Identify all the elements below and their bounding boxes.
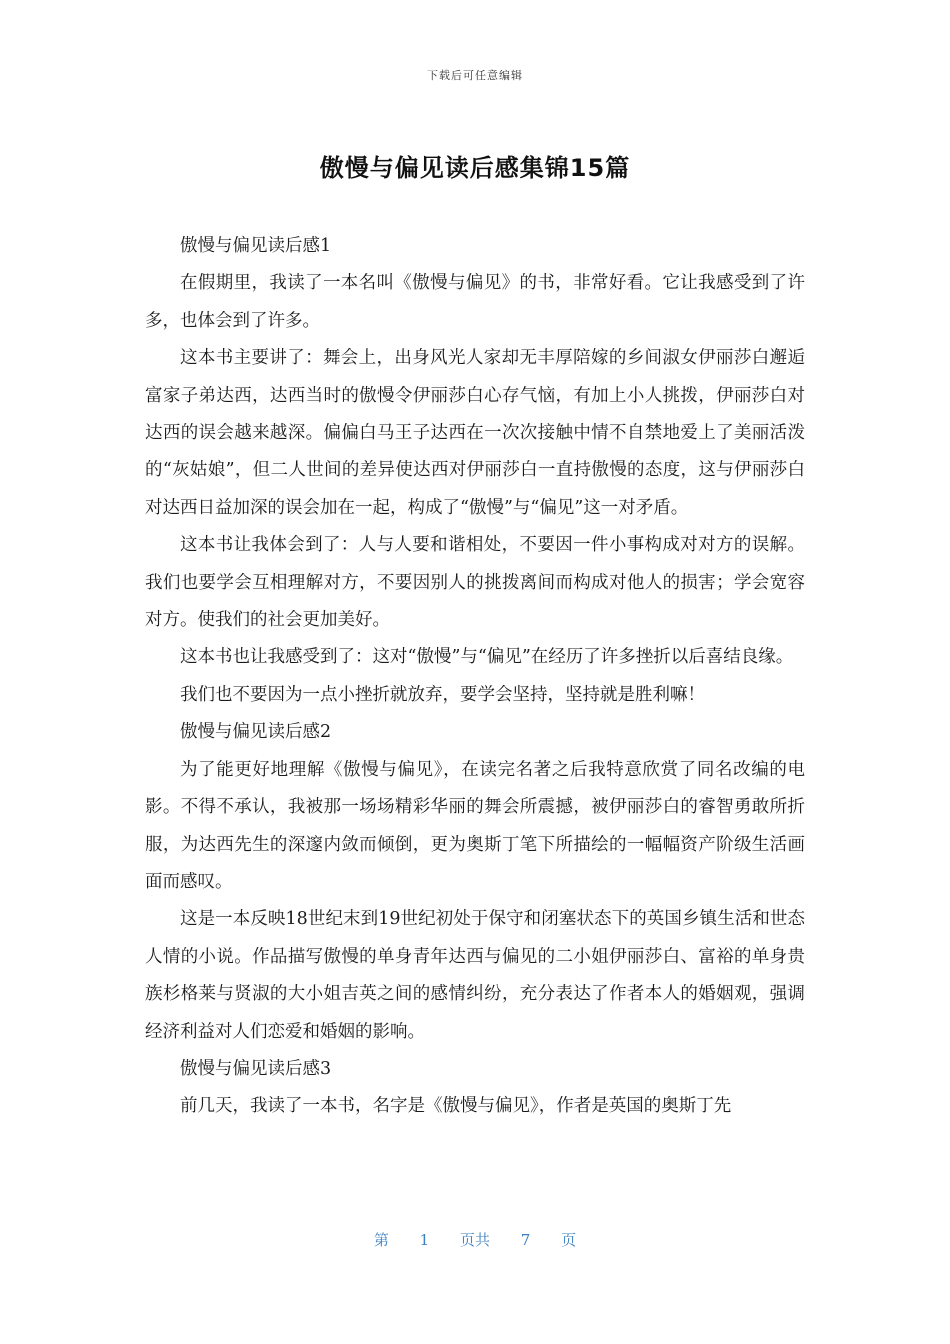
paragraph: 这本书让我体会到了：人与人要和谐相处，不要因一件小事构成对对方的误解。我们也要学会互相理解对方，不要因别人的挑拨离间而构成对他人的损害；学会宽容对方。使我们的社会更加美好。 [145, 535, 805, 631]
section-heading: 傲慢与偏见读后感3 [180, 1058, 332, 1079]
paragraph: 我们也不要因为一点小挫折就放弃，要学会坚持，坚持就是胜利嘛！ [180, 684, 705, 705]
paragraph: 在假期里，我读了一本名叫《傲慢与偏见》的书，非常好看。它让我感受到了许多，也体会到了许多。 [145, 273, 805, 331]
document-title: 傲慢与偏见读后感集锦15篇 [319, 154, 631, 182]
section-heading: 傲慢与偏见读后感2 [180, 722, 332, 743]
footer-middle: 页共 [459, 1231, 490, 1249]
footer-page-number: 1 [419, 1231, 430, 1249]
footer-prefix: 第 [373, 1231, 389, 1249]
footer-total-pages: 7 [520, 1231, 531, 1249]
header-note: 下载后可任意编辑 [427, 69, 523, 82]
footer-suffix: 页 [561, 1231, 577, 1249]
paragraph: 为了能更好地理解《傲慢与偏见》，在读完名著之后我特意欣赏了同名改编的电影。不得不承认，我被那一场场精彩华丽的舞会所震撼，被伊丽莎白的睿智勇敢所折服，为达西先生的深邃内敛而倾倒，更为奥斯丁笔下所描绘的一幅幅资产阶级生活画面而感叹。 [145, 759, 805, 892]
paragraph: 这本书主要讲了：舞会上，出身风光人家却无丰厚陪嫁的乡间淑女伊丽莎白邂逅富家子弟达西，达西当时的傲慢令伊丽莎白心存气恼，有加上小人挑拨，伊丽莎白对达西的误会越来越深。偏偏白马王子达西在一次次接触中情不自禁地爱上了美丽活泼的“灰姑娘”，但二人世间的差异使达西对伊丽莎白一直持傲慢的态度，这与伊丽莎白对达西日益加深的误会加在一起，构成了“傲慢”与“偏见”这一对矛盾。 [145, 348, 805, 518]
paragraph: 这本书也让我感受到了：这对“傲慢”与“偏见”在经历了许多挫折以后喜结良缘。 [180, 647, 794, 668]
section-heading: 傲慢与偏见读后感1 [180, 236, 332, 256]
page-footer [0, 1229, 950, 1250]
document-body [145, 228, 805, 1126]
paragraph: 这是一本反映18世纪末到19世纪初处于保守和闭塞状态下的英国乡镇生活和世态人情的小说。作品描写傲慢的单身青年达西与偏见的二小姐伊丽莎白、富裕的单身贵族杉格莱与贤淑的大小姐吉英之间的感情纠纷，充分表达了作者本人的婚姻观，强调经济利益对人们恋爱和婚姻的影响。 [145, 909, 805, 1042]
paragraph: 前几天，我读了一本书，名字是《傲慢与偏见》，作者是英国的奥斯丁先 [180, 1096, 732, 1117]
